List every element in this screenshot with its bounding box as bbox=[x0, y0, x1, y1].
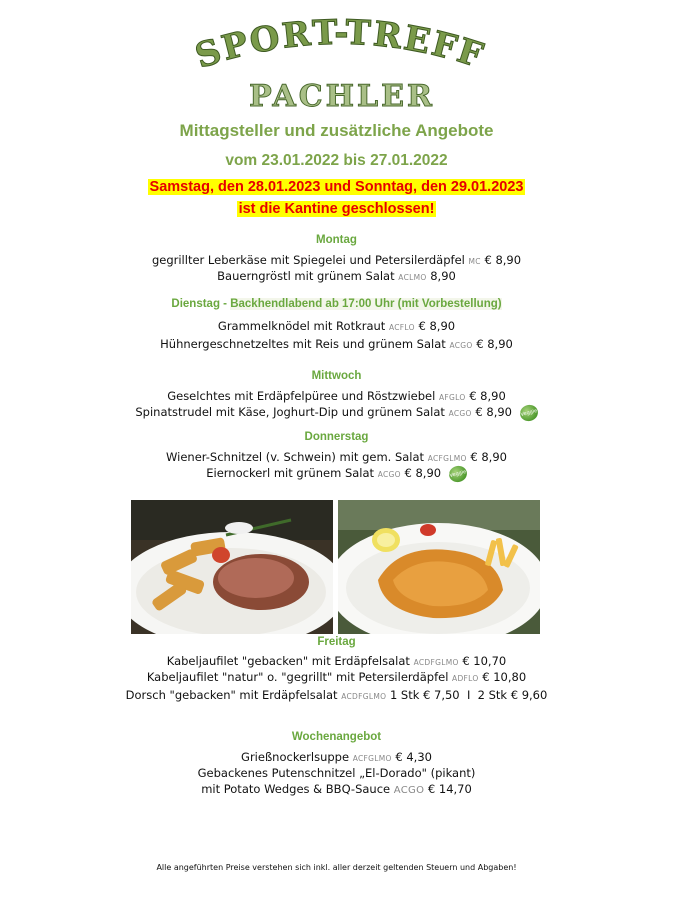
veggie-leaf-icon: Veggie bbox=[447, 463, 469, 483]
menu-item: Grammelknödel mit Rotkraut ACFLO € 8,90 bbox=[217, 319, 456, 333]
footer-note: Alle angeführten Preise verstehen sich inkl. aller derzeit geltenden Steuern und Abgaben! bbox=[156, 863, 517, 872]
menu-item: Bauerngröstl mit grünem Salat ACLMO 8,90 bbox=[217, 269, 456, 283]
day-heading-donnerstag: Donnerstag bbox=[304, 431, 369, 443]
veggie-leaf-icon: Veggie bbox=[518, 402, 540, 422]
day-heading-wochenangebot: Wochenangebot bbox=[291, 731, 382, 743]
menu-item: Spinatstrudel mit Käse, Joghurt-Dip und grünem Salat ACGO € 8,90 Veggie bbox=[0, 404, 673, 422]
logo-line1: SPORT-TREFF bbox=[190, 18, 490, 77]
day-heading-mittwoch: Mittwoch bbox=[311, 370, 362, 382]
day-heading-montag: Montag bbox=[316, 234, 357, 246]
page-subtitle: Mittagsteller und zusätzliche Angebote bbox=[179, 121, 494, 140]
day-heading-freitag: Freitag bbox=[317, 636, 356, 648]
closure-notice-line2: ist die Kantine geschlossen! bbox=[238, 201, 435, 217]
logo-line2: PACHLER bbox=[249, 79, 435, 114]
day-heading-dienstag: Dienstag - Backhendlabend ab 17:00 Uhr (mit Vorbestellung) bbox=[171, 298, 502, 310]
menu-item: Wiener-Schnitzel (v. Schwein) mit gem. Salat ACFGLMO € 8,90 bbox=[166, 450, 507, 464]
dienstag-note: Backhendlabend ab 17:00 Uhr (mit Vorbestellung) bbox=[230, 298, 502, 310]
date-range: vom 23.01.2022 bis 27.01.2022 bbox=[225, 152, 448, 169]
menu-item: Kabeljaufilet "natur" o. "gegrillt" mit Petersilerdäpfel ADFLO € 10,80 bbox=[146, 670, 527, 684]
menu-item: Gebackenes Putenschnitzel „El-Dorado" (pikant) bbox=[197, 766, 476, 780]
food-photo-schnitzel bbox=[338, 500, 540, 634]
closure-notice bbox=[0, 176, 673, 220]
closure-notice-line1: Samstag, den 28.01.2023 und Sonntag, den 29.01.2023 bbox=[149, 179, 524, 195]
sport-treff-pachler-logo bbox=[150, 18, 530, 118]
menu-item: mit Potato Wedges & BBQ-Sauce ACGO € 14,70 bbox=[201, 782, 472, 796]
menu-item: Dorsch "gebacken" mit Erdäpfelsalat ACDFGLMO 1 Stk € 7,50 I 2 Stk € 9,60 bbox=[125, 688, 548, 702]
menu-item: Eiernockerl mit grünem Salat ACGO € 8,90 Veggie bbox=[0, 465, 673, 483]
menu-item: Geselchtes mit Erdäpfelpüree und Röstzwiebel AFGLO € 8,90 bbox=[167, 389, 506, 403]
food-photo-leberkaese bbox=[131, 500, 333, 634]
menu-item: Grießnockerlsuppe ACFGLMO € 4,30 bbox=[241, 750, 432, 764]
menu-item: Kabeljaufilet "gebacken" mit Erdäpfelsalat ACDFGLMO € 10,70 bbox=[166, 654, 507, 668]
menu-item: gegrillter Leberkäse mit Spiegelei und Petersilerdäpfel MC € 8,90 bbox=[151, 253, 522, 267]
svg-text:SPORT-TREFF bbox=[191, 18, 490, 77]
menu-item: Hühnergeschnetzeltes mit Reis und grünem Salat ACGO € 8,90 bbox=[160, 337, 513, 351]
